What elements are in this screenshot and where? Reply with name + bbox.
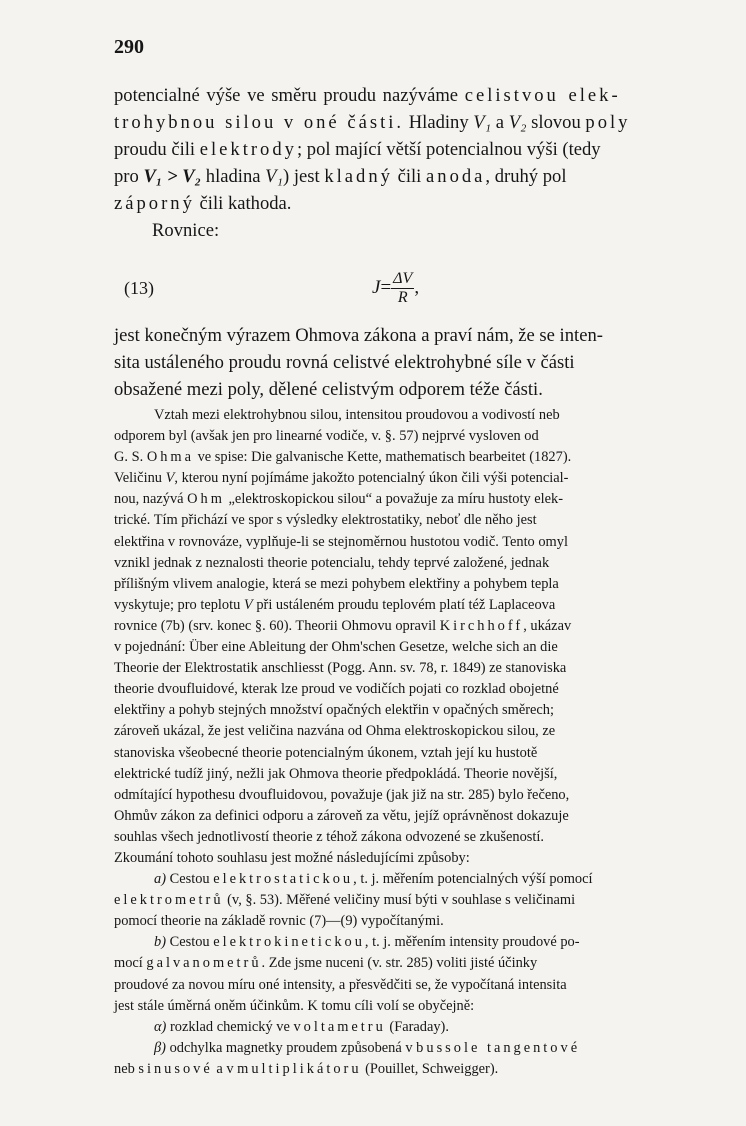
note-line: Veličinu V, kterou nyní pojímáme jakožto potencialný úkon čili výši potencial-	[114, 470, 569, 487]
note-line: elektrické tudíž jiný, nežli jak Ohmova theorie předpokládá. Theorie novější,	[114, 765, 558, 782]
list-item-beta: β) odchylka magnetky proudem způsobená v bussole tangentové	[154, 1039, 581, 1056]
note-line: rovnice (7b) (srv. konec §. 60). Theorii Ohmovu opravil Kirchhoff, ukázav	[114, 617, 572, 634]
page-number: 290	[114, 36, 144, 58]
note-line: vyskytuje; pro teplotu V při ustáleném proudu teplovém platí též Laplaceova	[114, 596, 556, 613]
note-line: elektřiny a pohyb stejných množství opačných elektřin v opačných směrech;	[114, 702, 554, 719]
note-line: jest stále úměrná oněm účinkům. K tomu cíli volí se obyčejně:	[114, 997, 475, 1014]
note-line: Ohmův zákon za definici odporu a zároveň za větu, jejíž oprávněnost dokazuje	[114, 807, 569, 824]
note-line: G. S. Ohma ve spise: Die galvanische Kette, mathematisch bearbeitet (1827).	[114, 449, 572, 466]
text-line: pro V₁ > V₂ hladina V₁) jest kladný čili anoda, druhý pol	[114, 166, 567, 187]
small-print-note	[114, 405, 712, 1080]
text-line: jest konečným výrazem Ohmova zákona a praví nám, že se inten-	[114, 325, 603, 346]
note-line: pomocí theorie na základě rovnic (7)—(9) vypočítanými.	[114, 913, 444, 930]
note-line: Theorie der Elektrostatik anschliesst (Pogg. Ann. sv. 78, r. 1849) ze stanoviska	[114, 660, 567, 677]
equation-number: (13)	[124, 278, 154, 298]
note-line: mocí galvanometrů. Zde jsme nuceni (v. str. 285) voliti jisté účinky	[114, 955, 538, 972]
note-line: přílišným vlivem analogie, která se mezi pohybem elektřiny a pohybem tepla	[114, 575, 559, 592]
text-line: trohybnou silou v oné části. Hladiny V₁ a V₂ slovou poly	[114, 112, 631, 133]
text-line: potencialné výše ve směru proudu nazýváme celistvou elek-	[114, 85, 621, 106]
note-line: vznikl jednak z neznalosti theorie potencialu, tehdy teprvé založené, jednak	[114, 554, 550, 571]
text-line: proudu čili elektrody; pol mající větší potencialnou výši (tedy	[114, 139, 601, 160]
paragraph-intro	[114, 82, 700, 244]
rovnice-label: Rovnice:	[152, 220, 220, 241]
note-line: zároveň ukázal, že jest veličina nazvána od Ohma elektroskopickou silou, ze	[114, 723, 556, 740]
note-line: stanoviska všeobecné theorie potencialným úkonem, vztah její ku hustotě	[114, 744, 538, 761]
note-line: souhlas všech jednotlivostí theorie z téhož zákona odvozené se zkušeností.	[114, 828, 544, 845]
list-item-a: a) Cestou elektrostatickou, t. j. měřením potencialných výší pomocí	[154, 871, 593, 888]
note-line: odporem byl (avšak jen pro linearné vodiče, v. §. 57) nejprvé vysloven od	[114, 428, 539, 445]
text-line: sita ustáleného proudu rovná celistvé elektrohybné síle v části	[114, 352, 575, 373]
note-line: elektřina v rovnováze, vyplňuje-li se stejnoměrnou hustotou vodič. Tento omyl	[114, 533, 568, 550]
equation-fraction: $\frac{\Delta V}{R}$	[393, 270, 413, 306]
note-line: Zkoumání tohoto souhlasu jest možné následujícími způsoby:	[114, 849, 470, 866]
note-line: Vztah mezi elektrohybnou silou, intensitou proudovou a vodivostí neb	[154, 407, 560, 423]
text-line: obsažené mezi poly, dělené celistvým odporem téže části.	[114, 379, 543, 400]
note-line: odmítající hypothesu dvoufluidovou, považuje (jak již na str. 285) bylo řečeno,	[114, 786, 570, 803]
equation-13	[114, 270, 700, 314]
ohm-equation: J= $\frac{\Delta V}{R}$ ,	[372, 270, 420, 306]
list-item-alpha: α) rozklad chemický ve voltametru (Faraday).	[154, 1018, 449, 1035]
text-line: záporný čili kathoda.	[114, 193, 292, 214]
note-line: theorie dvoufluidové, kterak lze proud ve vodičích pojati co rozklad obojetné	[114, 681, 559, 698]
list-item-b: b) Cestou elektrokinetickou, t. j. měřením intensity proudové po-	[154, 934, 580, 951]
note-line: trické. Tím přichází ve spor s výsledky elektrostatiky, neboť dle něho jest	[114, 512, 537, 529]
note-line: nou, nazývá Ohm „elektroskopickou silou“ a považuje za míru hustoty elek-	[114, 491, 564, 508]
note-line: elektrometrů (v, §. 53). Měřené veličiny musí býti v souhlase s veličinami	[114, 892, 576, 909]
note-line: v pojednání: Über eine Ableitung der Ohm'schen Gesetze, welche sich an die	[114, 639, 558, 656]
paragraph-ohm-law	[114, 322, 700, 403]
note-line: neb sinusové a v multiplikátoru (Pouillet, Schweigger).	[114, 1060, 499, 1077]
note-line: proudové za novou míru oné intensity, a přesvědčiti se, že vypočítaná intensita	[114, 976, 567, 993]
